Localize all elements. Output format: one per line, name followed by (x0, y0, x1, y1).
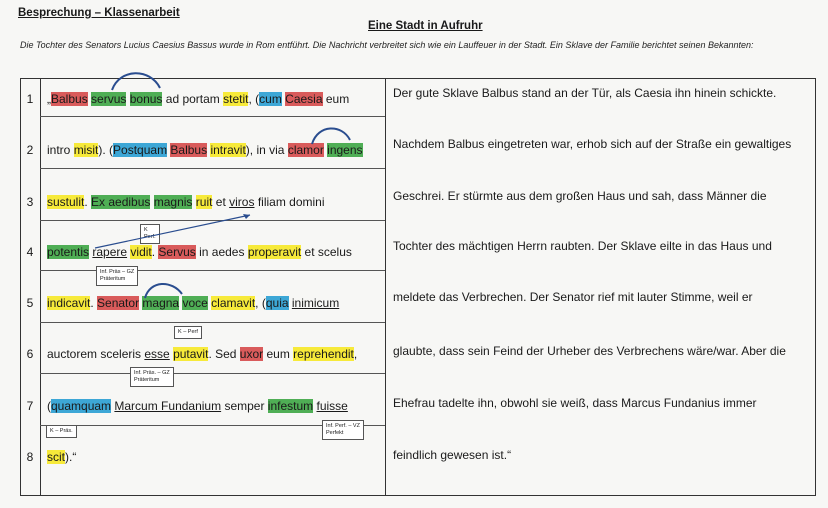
highlighted-word: servus (91, 92, 127, 106)
highlighted-word: Servus (158, 245, 196, 259)
row-divider (40, 220, 385, 221)
latin-text: intro (47, 143, 74, 157)
note-k-perf-6 (174, 326, 202, 339)
highlighted-word: reprehendit (293, 347, 354, 361)
latin-text: filiam domini (254, 195, 325, 209)
highlighted-word: intravit (210, 143, 246, 157)
latin-text: . (151, 245, 159, 259)
highlighted-word: magnis (153, 195, 193, 209)
row-divider (40, 116, 385, 117)
row-number: 7 (26, 399, 34, 413)
highlighted-word: quia (265, 296, 289, 310)
highlighted-word: voce (182, 296, 208, 310)
row-number: 1 (26, 92, 34, 106)
note-inf-praes-7 (130, 367, 174, 387)
latin-text: , ( (255, 296, 266, 310)
column-divider (385, 78, 386, 496)
number-column-divider (40, 78, 41, 496)
intro-text: Die Tochter des Senators Lucius Caesius Bassus wurde in Rom entführt. Die Nachricht verbreitet sich wie ein Lauffeuer in der Stadt. Ein Sklave der Familie berichtet seinen Bekannten: (20, 40, 754, 50)
highlighted-word: properavit (247, 245, 302, 259)
note-k-perf-4 (140, 224, 160, 244)
note-line: K – Präs. (50, 428, 73, 434)
highlighted-word: Ex aedibus (91, 195, 151, 209)
german-translation: Ehefrau tadelte ihn, obwohl sie weiß, dass Marcus Fundanius immer (393, 396, 757, 410)
latin-text: . (90, 296, 98, 310)
highlighted-word: fuisse (316, 399, 348, 413)
latin-text: eum (263, 347, 294, 361)
latin-line (47, 399, 348, 413)
latin-text: „ (47, 92, 51, 106)
row-divider (40, 373, 385, 374)
latin-text: , ( (248, 92, 260, 106)
latin-text: et (212, 195, 230, 209)
highlighted-word: Caesia (285, 92, 323, 106)
highlighted-word: infestum (267, 399, 314, 413)
latin-text: eum (322, 92, 350, 106)
text-title: Eine Stadt in Aufruhr (368, 20, 483, 32)
latin-line (47, 195, 325, 209)
german-translation: feindlich gewesen ist.“ (393, 448, 512, 462)
highlighted-word: vidit (130, 245, 152, 259)
row-number: 6 (26, 347, 34, 361)
latin-text: , (353, 347, 358, 361)
latin-text: ( (47, 399, 51, 413)
latin-line (47, 347, 357, 361)
note-line: K (144, 227, 148, 233)
row-number: 2 (26, 143, 34, 157)
highlighted-word: inimicum (291, 296, 340, 310)
row-divider (40, 168, 385, 169)
latin-text: ), in via (245, 143, 288, 157)
german-translation: Tochter des mächtigen Herrn raubten. Der Sklave eilte in das Haus und (393, 239, 772, 253)
highlighted-word: viros (229, 195, 255, 209)
row-divider (40, 270, 385, 271)
highlighted-word: magna (142, 296, 180, 310)
highlighted-word: stetit (223, 92, 249, 106)
highlighted-word: putavit (173, 347, 209, 361)
row-number: 4 (26, 245, 34, 259)
latin-text: in aedes (195, 245, 248, 259)
highlighted-word: rapere (92, 245, 128, 259)
latin-line (47, 143, 363, 157)
highlighted-word: Marcum Fundanium (114, 399, 222, 413)
latin-text: semper (221, 399, 268, 413)
latin-text: . (84, 195, 92, 209)
note-line: Inf. Präs. – GZ (134, 370, 170, 376)
note-line: Präteritum (134, 377, 160, 383)
highlighted-word: clamor (287, 143, 324, 157)
highlighted-word: misit (73, 143, 99, 157)
note-line: Perf. (144, 234, 156, 240)
german-translation: Nachdem Balbus eingetreten war, erhob sich auf der Straße ein gewaltiges (393, 137, 792, 151)
highlighted-word: ruit (195, 195, 213, 209)
highlighted-word: scit (47, 450, 65, 464)
highlighted-word: clamavit (211, 296, 256, 310)
latin-text: et scelus (301, 245, 352, 259)
highlighted-word: bonus (129, 92, 163, 106)
highlighted-word: Senator (97, 296, 140, 310)
latin-line (47, 92, 349, 106)
note-line: K – Perf (178, 329, 198, 335)
row-number: 8 (26, 450, 34, 464)
highlighted-word: indicavit (47, 296, 91, 310)
german-translation: meldete das Verbrechen. Der Senator rief mit lauter Stimme, weil er (393, 290, 753, 304)
row-number: 3 (26, 195, 34, 209)
highlighted-word: Postquam (113, 143, 168, 157)
latin-line (47, 245, 352, 259)
latin-text: ad portam (162, 92, 224, 106)
german-translation: Der gute Sklave Balbus stand an der Tür, als Caesia ihn hinein schickte. (393, 86, 777, 100)
note-inf-perf-8 (322, 420, 364, 440)
note-k-praes-8 (46, 425, 77, 438)
note-line: Perfekt (326, 430, 344, 436)
latin-text: auctorem sceleris (47, 347, 145, 361)
german-translation: Geschrei. Er stürmte aus dem großen Haus und sah, dass Männer die (393, 189, 767, 203)
note-inf-praes-4 (96, 266, 138, 286)
highlighted-word: quamquam (51, 399, 112, 413)
highlighted-word: uxor (239, 347, 264, 361)
highlighted-word: Balbus (51, 92, 88, 106)
latin-line (47, 450, 76, 464)
highlighted-word: potentis (47, 245, 90, 259)
german-translation: glaubte, dass sein Feind der Urheber des Verbrechens wäre/war. Aber die (393, 344, 786, 358)
note-line: Inf. Perf. – VZ (326, 423, 360, 429)
row-number: 5 (26, 296, 34, 310)
worksheet-title: Besprechung – Klassenarbeit (18, 7, 180, 19)
highlighted-word: ingens (327, 143, 363, 157)
highlighted-word: sustulit (47, 195, 85, 209)
latin-line (47, 296, 339, 310)
note-line: Inf. Präs – GZ (100, 269, 135, 275)
highlighted-word: esse (144, 347, 170, 361)
latin-text: ).“ (65, 450, 77, 464)
note-line: Präteritum (100, 276, 126, 282)
highlighted-word: Balbus (170, 143, 208, 157)
highlighted-word: cum (259, 92, 282, 106)
latin-text: ). ( (98, 143, 114, 157)
row-divider (40, 322, 385, 323)
latin-text: . Sed (208, 347, 240, 361)
